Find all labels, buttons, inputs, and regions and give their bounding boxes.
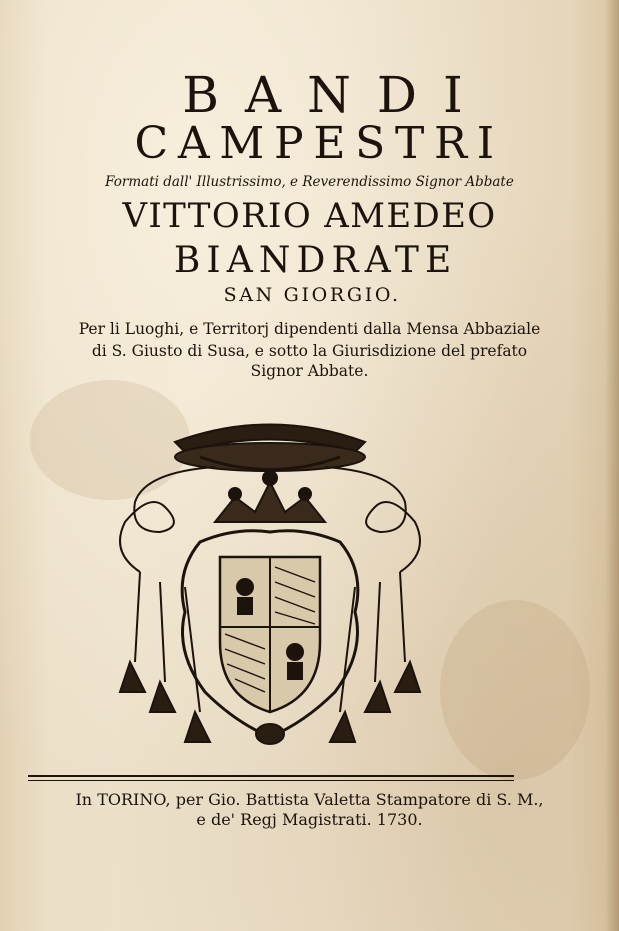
description-line-2: di S. Giusto di Susa, e sotto la Giurisdizione del prefato xyxy=(91,342,528,360)
name-line-3: SAN GIORGIO. xyxy=(223,284,401,306)
name-line-1: VITTORIO AMEDEO xyxy=(122,196,497,236)
subtitle: Formati dall' Illustrissimo, e Reverendissimo Signor Abbate xyxy=(105,174,514,190)
description-line-3: Signor Abbate. xyxy=(250,362,369,380)
paper-stain xyxy=(440,600,590,780)
title-line-2: CAMPESTRI xyxy=(134,118,504,169)
description-line-1: Per li Luoghi, e Territorj dipendenti dalla Mensa Abbaziale xyxy=(78,320,541,338)
imprint-line-1: In TORINO, per Gio. Battista Valetta Stampatore di S. M., xyxy=(75,790,544,809)
title-line-1: BANDI xyxy=(182,66,489,124)
divider-rule xyxy=(28,780,514,781)
coat-of-arms-icon xyxy=(105,412,435,762)
name-line-2: BIANDRATE xyxy=(173,240,458,281)
divider-rule xyxy=(28,775,514,777)
imprint-line-2: e de' Regj Magistrati. 1730. xyxy=(196,810,423,829)
